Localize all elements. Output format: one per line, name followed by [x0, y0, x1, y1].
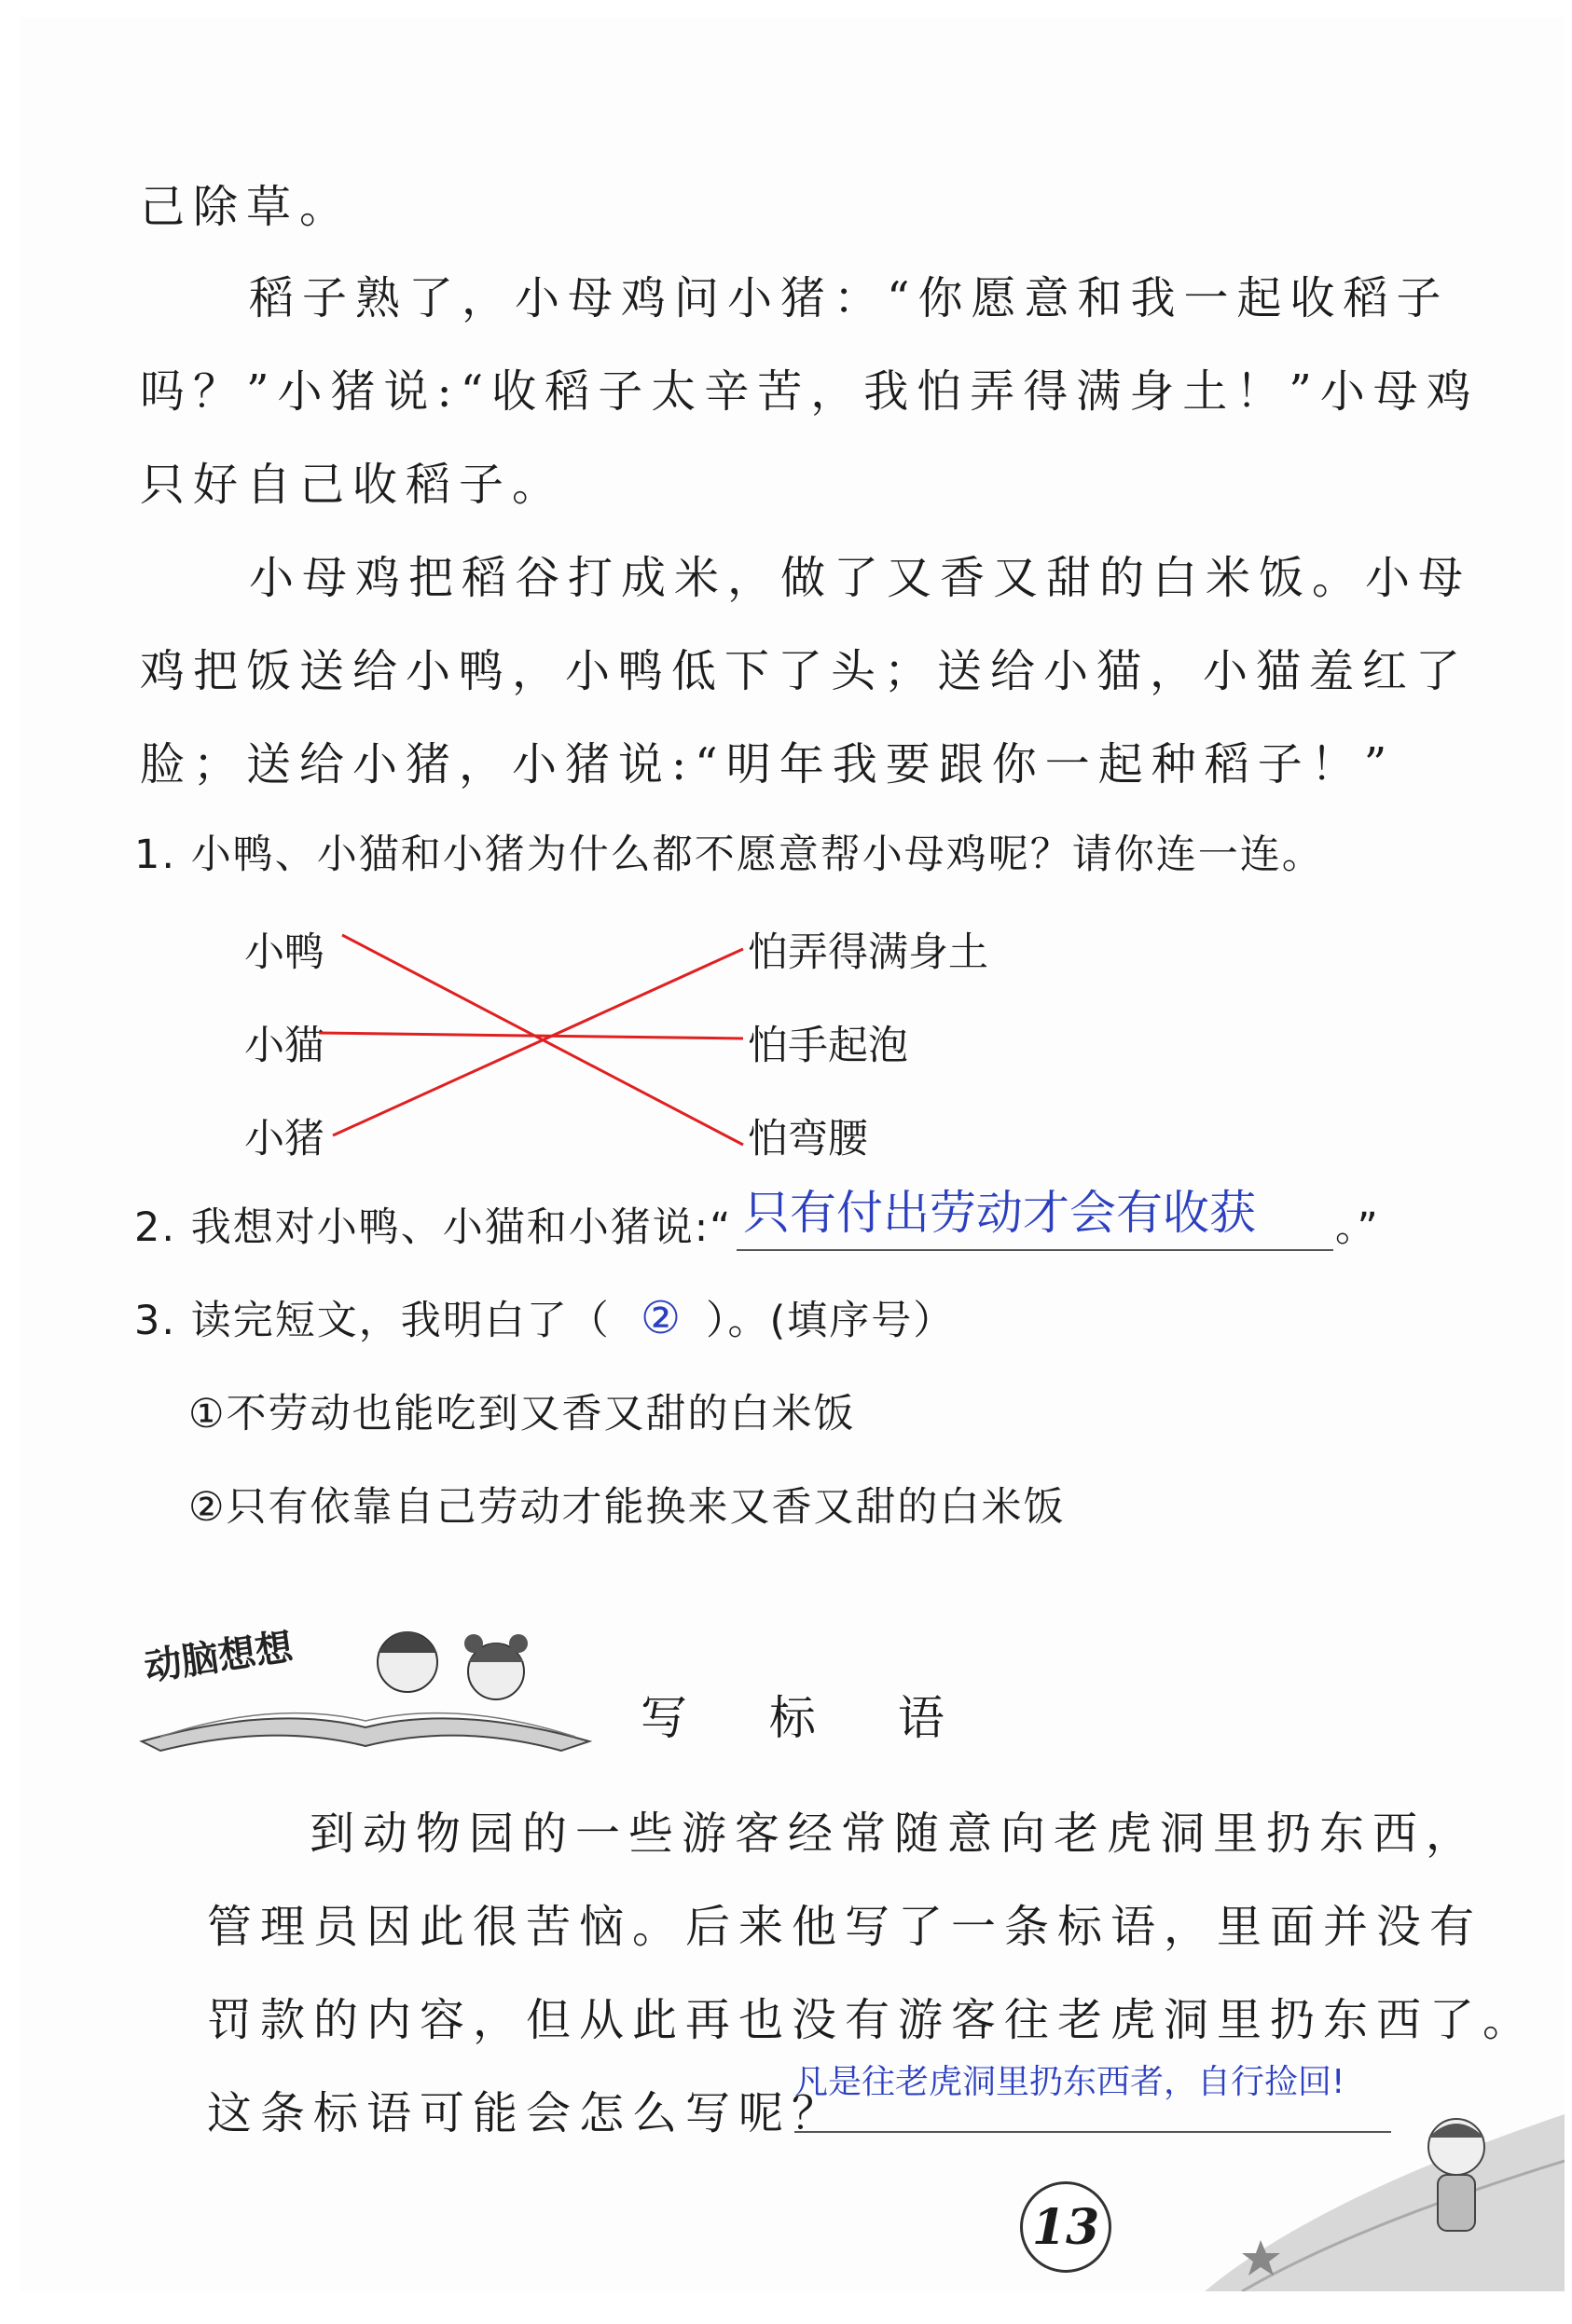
match-left-duck: 小鸭 [244, 929, 324, 976]
story-line-1: 己除草。 [140, 181, 353, 233]
slogan-line-2: 管理员因此很苦恼。后来他写了一条标语，里面并没有 [207, 1901, 1483, 1953]
question-2-blank [737, 1249, 1333, 1251]
question-2-prompt: 2. 我想对小鸭、小猫和小猪说:“ [134, 1204, 733, 1251]
slogan-answer: 凡是往老虎洞里扔东西者，自行捡回! [794, 2063, 1345, 2101]
story-line-5: 小母鸡把稻谷打成米，做了又香又甜的白米饭。小母 [249, 552, 1472, 604]
question-2-answer: 只有付出劳动才会有收获 [743, 1186, 1256, 1240]
workbook-page [21, 17, 1565, 2291]
question-3-prompt: 3. 读完短文，我明白了（ [134, 1298, 611, 1344]
story-line-6: 鸡把饭送给小鸭，小鸭低下了头；送给小猫，小猫羞红了 [140, 645, 1469, 697]
question-3-end: ）。(填序号） [706, 1298, 956, 1344]
story-line-3: 吗？”小猪说:“收稻子太辛苦，我怕弄得满身土！”小母鸡 [140, 365, 1480, 418]
corner-illustration [1205, 2058, 1565, 2291]
match-right-bending: 怕弯腰 [748, 1116, 868, 1162]
section-title: 写 标 语 [641, 1691, 978, 1745]
story-line-2: 稻子熟了，小母鸡问小猪：“你愿意和我一起收稻子 [249, 272, 1450, 324]
question-1: 1. 小鸭、小猫和小猪为什么都不愿意帮小母鸡呢？请你连一连。 [134, 832, 1324, 878]
match-left-pig: 小猪 [244, 1116, 324, 1162]
question-3-option-2: ②只有依靠自己劳动才能换来又香又甜的白米饭 [188, 1484, 1066, 1531]
match-right-blisters: 怕手起泡 [748, 1023, 908, 1069]
section-badge-text: 动脑想想 [142, 1626, 296, 1689]
match-left-cat: 小猫 [244, 1023, 324, 1069]
question-3-option-1: ①不劳动也能吃到又香又甜的白米饭 [188, 1391, 856, 1437]
match-line-pig-dirt [333, 949, 743, 1135]
story-line-7: 脸；送给小猪，小猪说:“明年我要跟你一起种稻子！” [140, 738, 1396, 791]
story-line-4: 只好自己收稻子。 [140, 459, 566, 511]
question-3-answer: ② [641, 1292, 682, 1344]
match-right-dirt: 怕弄得满身土 [748, 929, 988, 976]
section-badge [123, 1602, 608, 1760]
slogan-line-1: 到动物园的一些游客经常随意向老虎洞里扔东西， [310, 1808, 1480, 1860]
question-2-end: 。” [1335, 1204, 1380, 1251]
slogan-line-4: 这条标语可能会怎么写呢？ [207, 2087, 846, 2139]
matching-lines [21, 17, 1565, 1229]
slogan-line-3: 罚款的内容，但从此再也没有游客往老虎洞里扔东西了。 [207, 1994, 1537, 2046]
page-number: 13 [1020, 2181, 1111, 2273]
